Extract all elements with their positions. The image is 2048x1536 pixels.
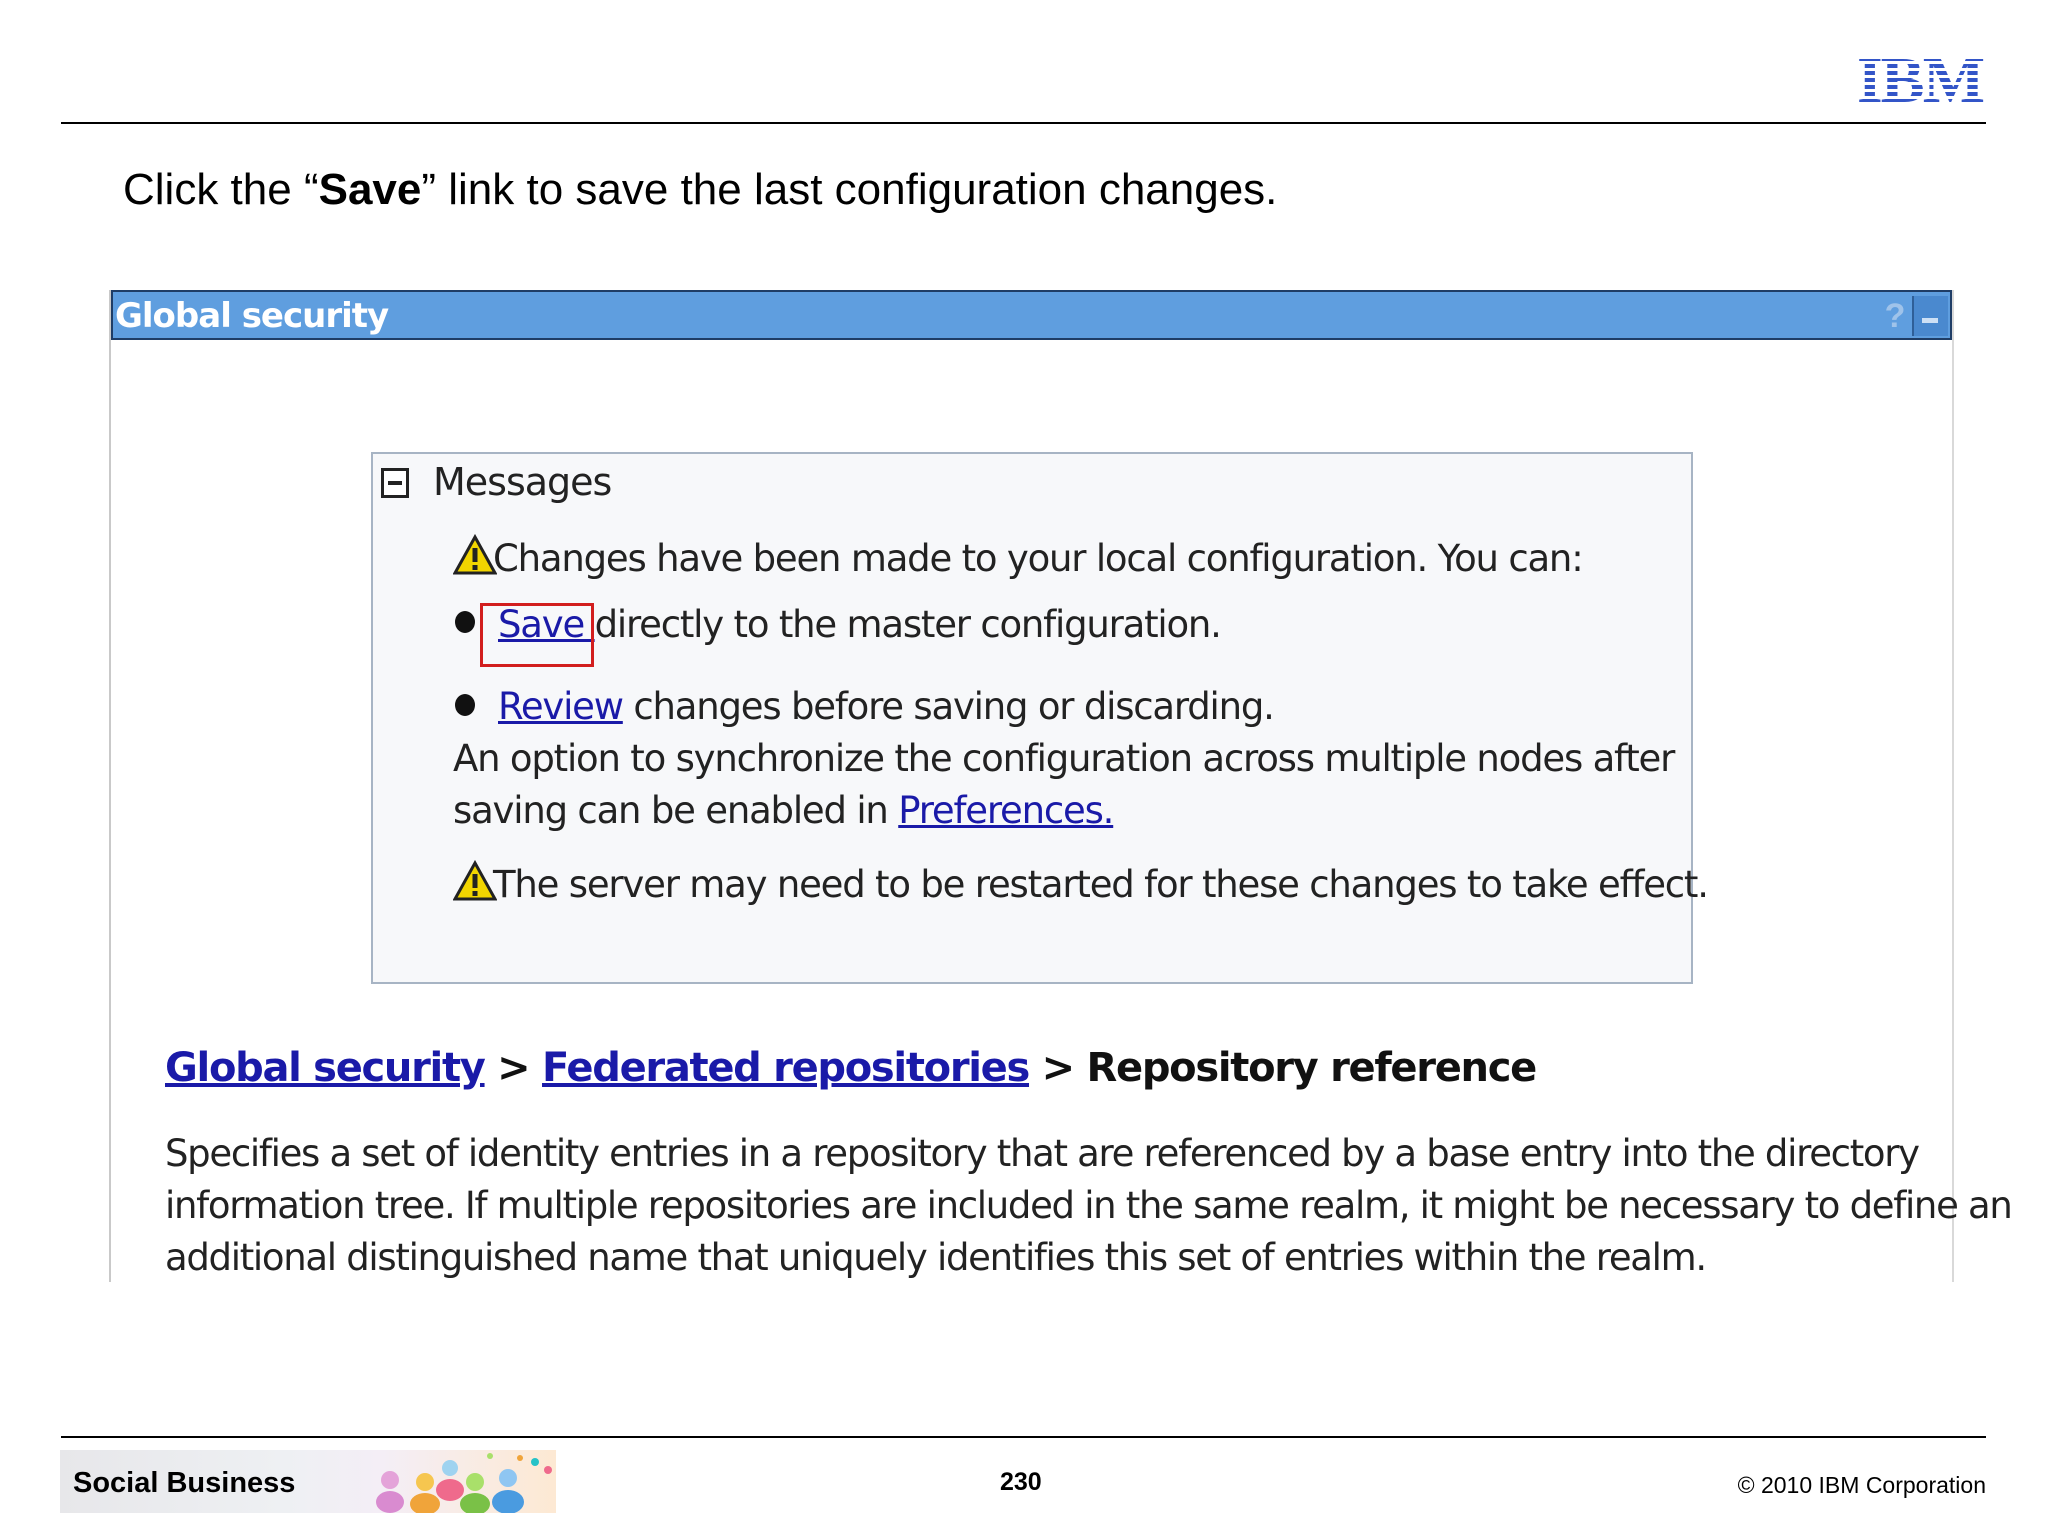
page-description: [165, 1128, 2012, 1284]
save-callout-box: [480, 603, 594, 667]
page-number: 230: [1000, 1468, 1042, 1496]
warning-icon: [453, 860, 497, 902]
warning-restart-message: The server may need to be restarted for these changes to take effect.: [493, 863, 1708, 906]
save-line: Save directly to the master configuration.: [498, 603, 1221, 646]
messages-box: [371, 452, 1708, 984]
slide-instruction: Click the “Save” link to save the last configuration changes.: [123, 165, 1278, 214]
breadcrumb-federated-repositories[interactable]: Federated repositories: [542, 1045, 1030, 1091]
footer-divider: [61, 1436, 1986, 1438]
minimize-button[interactable]: [1912, 296, 1948, 336]
breadcrumb: Global security > Federated repositories > Repository reference: [165, 1045, 1536, 1091]
warning-icon: [453, 534, 497, 576]
bullet: [455, 694, 475, 716]
global-security-panel: [109, 290, 2012, 1282]
bullet: [455, 611, 475, 633]
preferences-link[interactable]: Preferences.: [898, 789, 1114, 832]
footer-brand: Social Business: [73, 1467, 296, 1499]
description-line: additional distinguished name that uniquely identifies this set of entries within the realm.: [165, 1236, 1706, 1279]
panel-titlebar: [111, 290, 1952, 340]
ibm-logo: [1857, 50, 1990, 106]
header-divider: [61, 122, 1986, 124]
panel-title: Global security: [115, 296, 389, 336]
sync-option-text: An option to synchronize the configuration across multiple nodes after: [453, 737, 1675, 780]
review-link[interactable]: Review: [498, 685, 623, 728]
people-illustration: [370, 1450, 556, 1513]
sync-option-text-2: saving can be enabled in Preferences.: [453, 789, 1114, 832]
instruction-emphasis: Save: [318, 165, 422, 214]
description-line: Specifies a set of identity entries in a repository that are referenced by a base entry into the directory: [165, 1132, 1919, 1175]
social-business-banner: [60, 1450, 556, 1513]
breadcrumb-global-security[interactable]: Global security: [165, 1045, 485, 1091]
copyright: © 2010 IBM Corporation: [1737, 1472, 1986, 1498]
review-line: Review changes before saving or discarding.: [498, 685, 1274, 728]
breadcrumb-current: Repository reference: [1086, 1045, 1536, 1091]
help-button[interactable]: ?: [1884, 297, 1906, 335]
messages-title: Messages: [433, 460, 612, 504]
svg-text:IBM: IBM: [1857, 50, 1983, 106]
collapse-icon[interactable]: [381, 468, 409, 498]
minimize-icon: [1922, 318, 1938, 323]
warning-changes-message: Changes have been made to your local configuration. You can:: [493, 537, 1583, 580]
save-link[interactable]: Save: [498, 603, 595, 646]
description-line: information tree. If multiple repositories are included in the same realm, it might be necessary to define an: [165, 1184, 2012, 1227]
